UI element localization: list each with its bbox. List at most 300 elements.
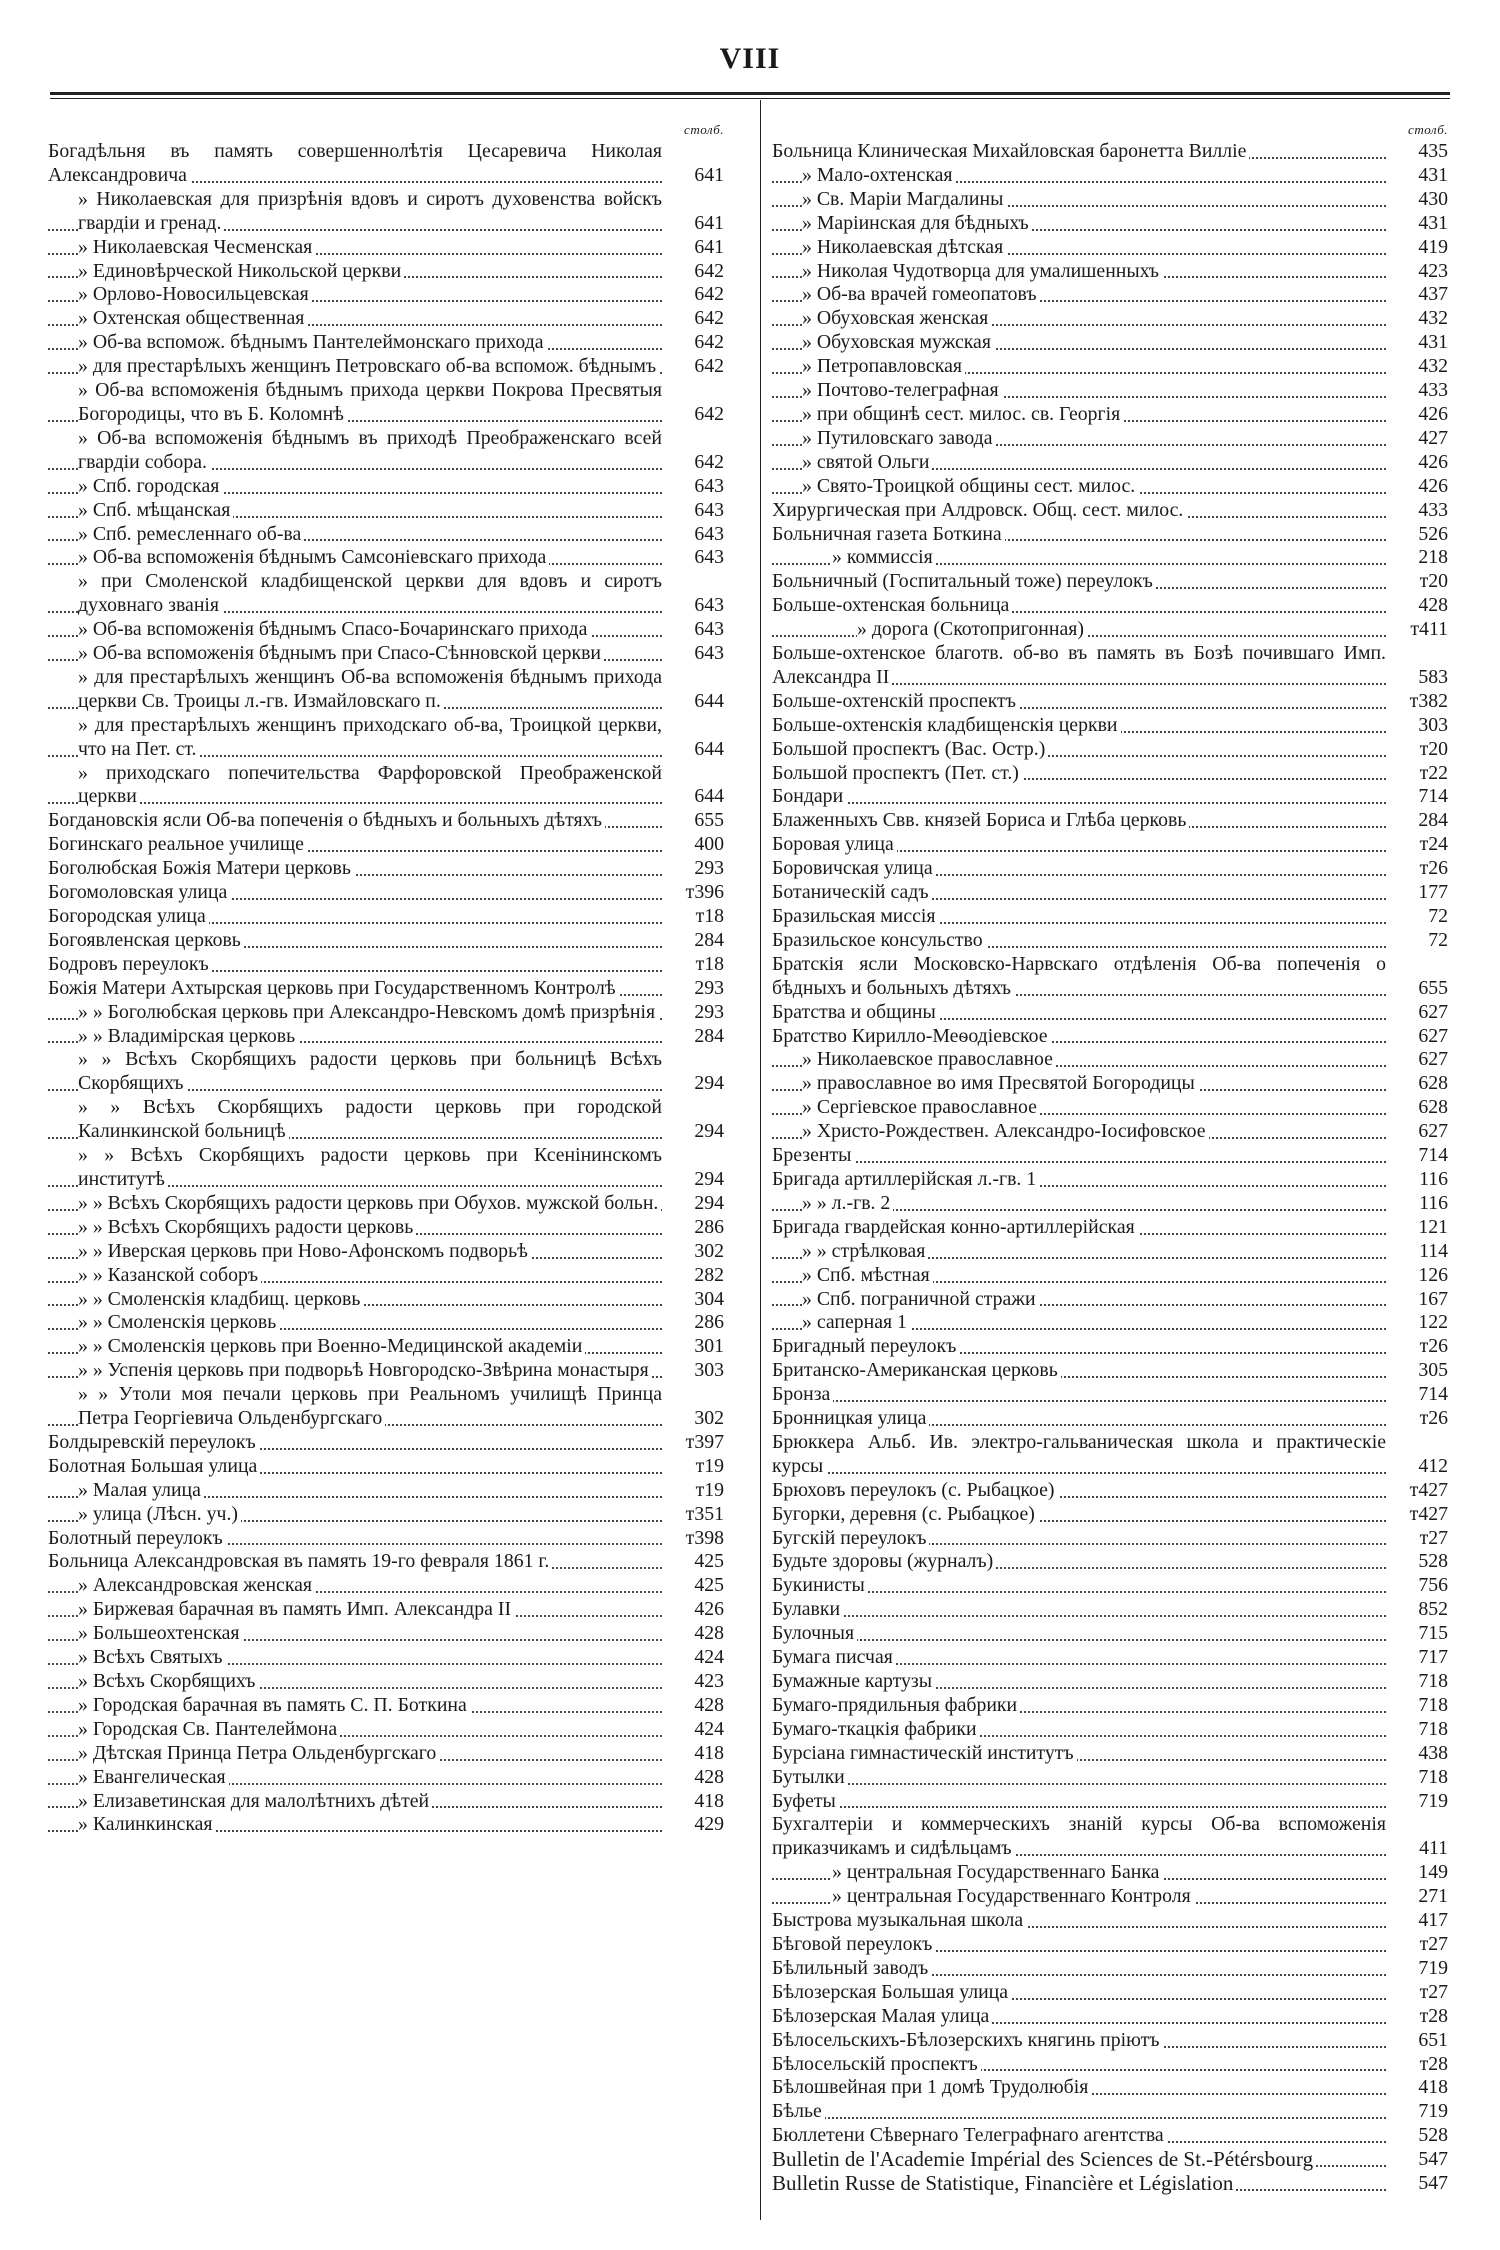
column-number: 717	[1418, 1646, 1448, 1669]
index-entry	[772, 140, 1452, 164]
entry-label	[48, 953, 662, 977]
entry-label	[48, 1598, 662, 1622]
index-entry	[48, 1335, 728, 1359]
column-number: 411	[1419, 1837, 1448, 1860]
entry-label	[772, 785, 1386, 809]
entry-text: Брюховъ переулокъ (с. Рыбацкое)	[772, 1479, 1058, 1501]
column-number: 282	[694, 1263, 724, 1286]
column-number: 121	[1418, 1215, 1448, 1238]
column-number: т351	[685, 1502, 724, 1525]
index-entry	[772, 1694, 1452, 1718]
column-number: 426	[1418, 450, 1448, 473]
entry-label	[48, 1813, 662, 1837]
column-number: т427	[1409, 1502, 1448, 1525]
entry-label	[48, 1742, 662, 1766]
index-entry	[48, 236, 728, 260]
entry-text: Буфеты	[772, 1790, 839, 1812]
index-entry	[772, 164, 1452, 188]
entry-label	[772, 499, 1386, 523]
index-entry	[48, 809, 728, 833]
index-entry	[772, 307, 1452, 331]
index-entry	[48, 1670, 728, 1694]
leader-dots	[772, 1400, 1386, 1402]
column-number: 72	[1428, 928, 1448, 951]
entry-text: Бѣговой переулокъ	[772, 1933, 935, 1955]
index-entry	[772, 618, 1452, 642]
entry-label	[772, 2100, 1386, 2124]
entry-text: Бухгалтеріи и коммерческихъ знаній курсы Об-ва вспоможенія приказчикамъ и сидѣльцамъ	[772, 1813, 1386, 1860]
entry-text: » » Всѣхъ Скорбящихъ радости церковь при Обухов. мужской больн.	[78, 1192, 661, 1214]
entry-text: » Николаевская дѣтская	[802, 236, 1006, 258]
column-number: 644	[694, 737, 724, 760]
index-entry	[772, 809, 1452, 833]
entry-text: Большой проспектъ (Вас. Остр.)	[772, 738, 1048, 760]
index-entry	[772, 1550, 1452, 1574]
header-rule-thick	[50, 92, 1450, 95]
column-number: 644	[694, 785, 724, 808]
index-entry	[772, 1072, 1452, 1096]
column-number: 293	[694, 976, 724, 999]
entry-text: Богомоловская улица	[48, 881, 230, 903]
entry-label	[772, 1192, 1386, 1216]
index-entry	[772, 260, 1452, 284]
column-number: 418	[1418, 2076, 1448, 2099]
entry-label	[48, 1025, 662, 1049]
column-number: 423	[1418, 259, 1448, 282]
index-entry	[772, 2172, 1452, 2196]
entry-text: » Большеохтенская	[78, 1622, 243, 1644]
index-entry	[772, 833, 1452, 857]
entry-text: » Евангелическая	[78, 1766, 229, 1788]
column-number: 428	[1418, 594, 1448, 617]
entry-label	[772, 1527, 1386, 1551]
entry-label	[48, 1311, 662, 1335]
column-number: т27	[1419, 1932, 1448, 1955]
index-entry	[48, 570, 728, 618]
entry-label	[48, 1144, 662, 1192]
entry-label	[772, 1909, 1386, 1933]
entry-label	[772, 1168, 1386, 1192]
index-entry	[48, 1288, 728, 1312]
index-entry	[48, 833, 728, 857]
column-number: т397	[685, 1430, 724, 1453]
column-number: 852	[1418, 1598, 1448, 1621]
entry-text: » » Смоленскія церковь	[78, 1311, 279, 1333]
entry-text: Больше-охтенская больница	[772, 594, 1012, 616]
column-number: 301	[694, 1335, 724, 1358]
entry-label	[772, 1670, 1386, 1694]
entry-label	[48, 809, 662, 833]
entry-label	[772, 1288, 1386, 1312]
entry-label	[48, 1550, 662, 1574]
entry-text: Бѣлозерская Большая улица	[772, 1981, 1011, 2003]
entry-text: » Калинкинская	[78, 1813, 216, 1835]
index-entry	[772, 642, 1452, 690]
index-entry	[48, 331, 728, 355]
index-entry	[772, 1742, 1452, 1766]
entry-label	[48, 1670, 662, 1694]
column-number: 627	[1418, 1048, 1448, 1071]
entry-label	[772, 1025, 1386, 1049]
entry-label	[772, 1359, 1386, 1383]
index-entry	[772, 1479, 1452, 1503]
entry-label	[48, 1718, 662, 1742]
entry-text: Бѣлье	[772, 2100, 825, 2122]
index-entry	[772, 1311, 1452, 1335]
index-entry	[48, 1001, 728, 1025]
index-entry	[48, 523, 728, 547]
entry-text: Быстрова музыкальная школа	[772, 1909, 1026, 1931]
entry-text: » Елизаветинская для малолѣтнихъ дѣтей	[78, 1790, 432, 1812]
leader-dots	[48, 802, 662, 804]
index-entry	[772, 1048, 1452, 1072]
index-entry	[48, 929, 728, 953]
entry-label	[772, 1096, 1386, 1120]
entry-label	[772, 905, 1386, 929]
entry-text: » » Боголюбская церковь при Александро-Невскомъ домѣ призрѣнія	[78, 1001, 658, 1023]
entry-text: » Об-ва вспоможенія бѣднымъ при Спасо-Сѣнновской церкви	[78, 642, 604, 664]
leader-dots	[772, 1615, 1386, 1617]
index-entry	[772, 881, 1452, 905]
index-entry	[772, 2148, 1452, 2172]
entry-text: » Спб. мѣщанская	[78, 499, 233, 521]
leader-dots	[772, 1806, 1386, 1808]
entry-text: » Обуховская мужская	[802, 331, 994, 353]
index-entry	[48, 379, 728, 427]
index-entry	[772, 1933, 1452, 1957]
entry-text: Букинисты	[772, 1574, 868, 1596]
column-number: 435	[1418, 140, 1448, 162]
entry-text: » Об-ва вспоможенія бѣднымъ Спасо-Бочаринскаго прихода	[78, 618, 590, 640]
entry-text: » » л.-гв. 2	[802, 1192, 893, 1214]
index-entry	[48, 546, 728, 570]
index-entry	[48, 1790, 728, 1814]
entry-text: Bulletin Russe de Statistique, Financière et Législation	[772, 2171, 1236, 2195]
column-number: 177	[1418, 881, 1448, 904]
entry-label	[772, 2076, 1386, 2100]
column-number: 438	[1418, 1741, 1448, 1764]
column-number: 642	[694, 355, 724, 378]
leader-dots	[772, 802, 1386, 804]
entry-label	[48, 1622, 662, 1646]
index-entry	[48, 283, 728, 307]
index-entry	[772, 1407, 1452, 1431]
column-number: 426	[694, 1598, 724, 1621]
column-number: 431	[1418, 163, 1448, 186]
index-entry	[772, 1192, 1452, 1216]
column-number: 431	[1418, 331, 1448, 354]
column-number: 428	[694, 1765, 724, 1788]
entry-text: » для престарѣлыхъ женщинъ Об-ва вспоможенія бѣднымъ прихода церкви Св. Троицы л.-гв. Измайловскаго п.	[78, 665, 662, 712]
index-entry	[772, 331, 1452, 355]
column-header-right: столб.	[1408, 122, 1448, 137]
entry-text: » Сергіевское православное	[802, 1096, 1040, 1118]
column-number: т411	[1410, 618, 1448, 641]
entry-text: Братство Кирилло-Меѳодіевское	[772, 1025, 1051, 1047]
index-entry	[772, 451, 1452, 475]
entry-text: Бумаго-прядильныя фабрики	[772, 1694, 1020, 1716]
index-entry	[48, 1766, 728, 1790]
entry-label	[48, 188, 662, 236]
entry-text: » Обуховская женская	[802, 307, 991, 329]
entry-label	[48, 642, 662, 666]
entry-text: » » стрѣлковая	[802, 1240, 928, 1262]
entry-text: Бѣлошвейная при 1 домѣ Трудолюбія	[772, 2076, 1091, 2098]
column-number: 286	[694, 1311, 724, 1334]
index-entry	[772, 2124, 1452, 2148]
column-number: 714	[1418, 1383, 1448, 1406]
entry-label	[772, 1981, 1386, 2005]
index-entry	[772, 1096, 1452, 1120]
index-entry	[772, 1981, 1452, 2005]
entry-text: Бодровъ переулокъ	[48, 953, 212, 975]
column-number: 302	[694, 1239, 724, 1262]
entry-label	[772, 881, 1386, 905]
entry-label	[772, 1407, 1386, 1431]
entry-label	[48, 1048, 662, 1096]
entry-text: » саперная 1	[802, 1311, 910, 1333]
entry-label	[772, 2124, 1386, 2148]
index-entry	[48, 1550, 728, 1574]
index-entry	[772, 1240, 1452, 1264]
entry-label	[772, 1431, 1386, 1479]
column-number: 651	[1418, 2028, 1448, 2051]
index-entry	[772, 1431, 1452, 1479]
index-entry	[48, 1622, 728, 1646]
column-number: 641	[694, 235, 724, 258]
column-number: 284	[694, 1024, 724, 1047]
column-number: 303	[694, 1359, 724, 1382]
column-number: 643	[694, 474, 724, 497]
header-rule-thin	[50, 98, 1450, 99]
index-entry	[772, 1335, 1452, 1359]
entry-label	[772, 1766, 1386, 1790]
entry-label	[772, 1311, 1386, 1335]
entry-text: Бѣлосельскій проспектъ	[772, 2053, 981, 2075]
entry-text: » Спб. мѣстная	[802, 1264, 933, 1286]
column-number: 433	[1418, 498, 1448, 521]
index-entry	[772, 475, 1452, 499]
entry-text: » Биржевая барачная въ память Имп. Александра II	[78, 1598, 514, 1620]
entry-label	[772, 1383, 1386, 1407]
entry-text: Братства и общины	[772, 1001, 939, 1023]
column-number: 718	[1418, 1717, 1448, 1740]
index-entry	[48, 355, 728, 379]
index-entry	[772, 857, 1452, 881]
column-number: 417	[1418, 1909, 1448, 1932]
entry-label	[772, 331, 1386, 355]
column-number: 547	[1418, 2172, 1448, 2195]
entry-text: Булочныя	[772, 1622, 857, 1644]
entry-label	[48, 1503, 662, 1527]
entry-text: Братскія ясли Московско-Нарвскаго отдѣленія Об-ва попеченія о бѣдныхъ и больныхъ дѣтяхъ	[772, 952, 1386, 999]
index-entry	[48, 1311, 728, 1335]
entry-label	[772, 2053, 1386, 2077]
entry-text: » Всѣхъ Святыхъ	[78, 1646, 226, 1668]
entry-text: » для престарѣлыхъ женщинъ Петровскаго об-ва вспомож. бѣднымъ	[78, 355, 659, 377]
leader-dots	[772, 1161, 1386, 1163]
column-number: 425	[694, 1574, 724, 1597]
entry-text: » при Смоленской кладбищенской церкви для вдовъ и сиротъ духовнаго званія	[78, 570, 662, 617]
column-number: 433	[1418, 379, 1448, 402]
column-number: 428	[694, 1622, 724, 1645]
entry-text: » Городская Св. Пантелеймона	[78, 1718, 340, 1740]
entry-label	[772, 570, 1386, 594]
entry-label	[772, 1813, 1386, 1861]
column-number: т26	[1419, 1335, 1448, 1358]
entry-text: » » Успенія церковь при подворьѣ Новгородско-Звѣрина монастыря	[78, 1359, 652, 1381]
column-number: 430	[1418, 187, 1448, 210]
entry-text: » » Всѣхъ Скорбящихъ радости церковь при больницѣ Всѣхъ Скорбящихъ	[78, 1048, 662, 1095]
index-entry	[772, 1598, 1452, 1622]
index-entry	[772, 953, 1452, 1001]
entry-text: » Александровская женская	[78, 1574, 315, 1596]
entry-label	[772, 809, 1386, 833]
index-entry	[48, 1192, 728, 1216]
entry-label	[48, 857, 662, 881]
entry-text: » Всѣхъ Скорбящихъ	[78, 1670, 258, 1692]
column-number: 718	[1418, 1670, 1448, 1692]
index-entry	[48, 1694, 728, 1718]
column-number: 641	[694, 211, 724, 234]
column-number: 418	[694, 1789, 724, 1812]
entry-label	[48, 236, 662, 260]
entry-label	[48, 331, 662, 355]
column-number: 714	[1418, 785, 1448, 808]
entry-text: » Николаевская Чесменская	[78, 236, 315, 258]
entry-text: Бронницкая улица	[772, 1407, 929, 1429]
entry-label	[772, 1622, 1386, 1646]
column-number: 644	[694, 689, 724, 712]
column-number: 642	[694, 402, 724, 425]
entry-text: » Спб. пограничной стражи	[802, 1288, 1039, 1310]
index-entry	[48, 977, 728, 1001]
entry-label	[772, 1646, 1386, 1670]
entry-label	[48, 546, 662, 570]
entry-label	[772, 427, 1386, 451]
entry-label	[48, 762, 662, 810]
column-number: 627	[1418, 1000, 1448, 1023]
entry-text: Бугорки, деревня (с. Рыбацкое)	[772, 1503, 1038, 1525]
entry-text: » Охтенская общественная	[78, 307, 307, 329]
index-entry	[772, 1885, 1452, 1909]
entry-label	[48, 1766, 662, 1790]
column-number: т18	[695, 905, 724, 927]
entry-label	[772, 1503, 1386, 1527]
entry-label	[772, 1790, 1386, 1814]
column-number: 641	[694, 163, 724, 186]
entry-list-right	[772, 140, 1452, 2196]
index-entry	[48, 140, 728, 188]
index-entry	[48, 1479, 728, 1503]
entry-text: Боголюбская Божія Матери церковь	[48, 857, 354, 879]
index-entry	[772, 499, 1452, 523]
entry-text: » приходскаго попечительства Фарфоровской Преображенской церкви	[78, 761, 662, 808]
column-number: 426	[1418, 402, 1448, 425]
entry-label	[48, 1288, 662, 1312]
index-entry	[772, 1001, 1452, 1025]
entry-text: » » Иверская церковь при Ново-Афонскомъ подворьѣ	[78, 1240, 531, 1262]
entry-text: » Об-ва врачей гомеопатовъ	[802, 283, 1040, 305]
entry-label	[48, 523, 662, 547]
column-header-left: столб.	[684, 122, 724, 137]
entry-text: » Путиловскаго завода	[802, 427, 996, 449]
column-number: 642	[694, 259, 724, 282]
entry-label	[772, 188, 1386, 212]
index-entry	[48, 1096, 728, 1144]
index-entry	[48, 762, 728, 810]
index-entry	[48, 499, 728, 523]
entry-text: Bulletin de l'Academie Impérial des Sciences de St.-Pétérsbourg	[772, 2147, 1316, 2171]
column-number: 122	[1418, 1311, 1448, 1334]
index-entry	[48, 857, 728, 881]
entry-label	[772, 1885, 1386, 1909]
entry-label	[48, 570, 662, 618]
index-entry	[48, 1264, 728, 1288]
entry-label	[48, 499, 662, 523]
column-number: 424	[694, 1646, 724, 1669]
page-number: VIII	[719, 42, 781, 75]
entry-label	[48, 977, 662, 1001]
index-entry	[48, 666, 728, 714]
entry-label	[48, 1359, 662, 1383]
column-number: 437	[1418, 283, 1448, 306]
entry-label	[772, 714, 1386, 738]
entry-text: » Петропавловская	[802, 355, 965, 377]
index-entry	[48, 1527, 728, 1551]
entry-text: » Об-ва вспоможенія бѣднымъ Самсоніевскаго прихода	[78, 546, 549, 568]
index-entry	[48, 1431, 728, 1455]
column-number: 642	[694, 331, 724, 354]
entry-text: » Дѣтская Принца Петра Ольденбургскаго	[78, 1742, 439, 1764]
index-entry	[772, 1025, 1452, 1049]
entry-label	[48, 355, 662, 379]
column-number: 528	[1418, 2124, 1448, 2147]
column-number: 126	[1418, 1263, 1448, 1286]
entry-text: Ботаническій садъ	[772, 881, 932, 903]
entry-label	[772, 2029, 1386, 2053]
column-number: 293	[694, 1000, 724, 1023]
column-number: 293	[694, 857, 724, 880]
entry-label	[772, 1574, 1386, 1598]
entry-text: » Спб. ремесленнаго об-ва	[78, 523, 304, 545]
column-number: 643	[694, 642, 724, 665]
entry-text: Болотный переулокъ	[48, 1527, 226, 1549]
entry-text: » Свято-Троицкой общины сест. милос.	[802, 475, 1138, 497]
entry-label	[48, 1574, 662, 1598]
column-number: 429	[694, 1813, 724, 1836]
entry-text: » » Смоленскія кладбищ. церковь	[78, 1288, 363, 1310]
entry-text: » дорога (Скотопригонная)	[857, 618, 1087, 640]
column-number: т427	[1409, 1478, 1448, 1501]
entry-label	[772, 738, 1386, 762]
entry-text: » православное во имя Пресвятой Богородицы	[802, 1072, 1198, 1094]
index-entry	[48, 714, 728, 762]
entry-label	[772, 1742, 1386, 1766]
index-entry	[772, 1527, 1452, 1551]
column-number: 628	[1418, 1096, 1448, 1119]
entry-label	[772, 618, 1386, 642]
index-entry	[772, 427, 1452, 451]
entry-label	[772, 260, 1386, 284]
entry-label	[772, 2005, 1386, 2029]
entry-label	[48, 1216, 662, 1240]
index-entry	[772, 379, 1452, 403]
column-number: 642	[694, 307, 724, 330]
entry-text: Больше-охтенскій проспектъ	[772, 690, 1019, 712]
column-number: т26	[1419, 857, 1448, 880]
entry-text: Больничный (Госпитальный тоже) переулокъ	[772, 570, 1156, 592]
